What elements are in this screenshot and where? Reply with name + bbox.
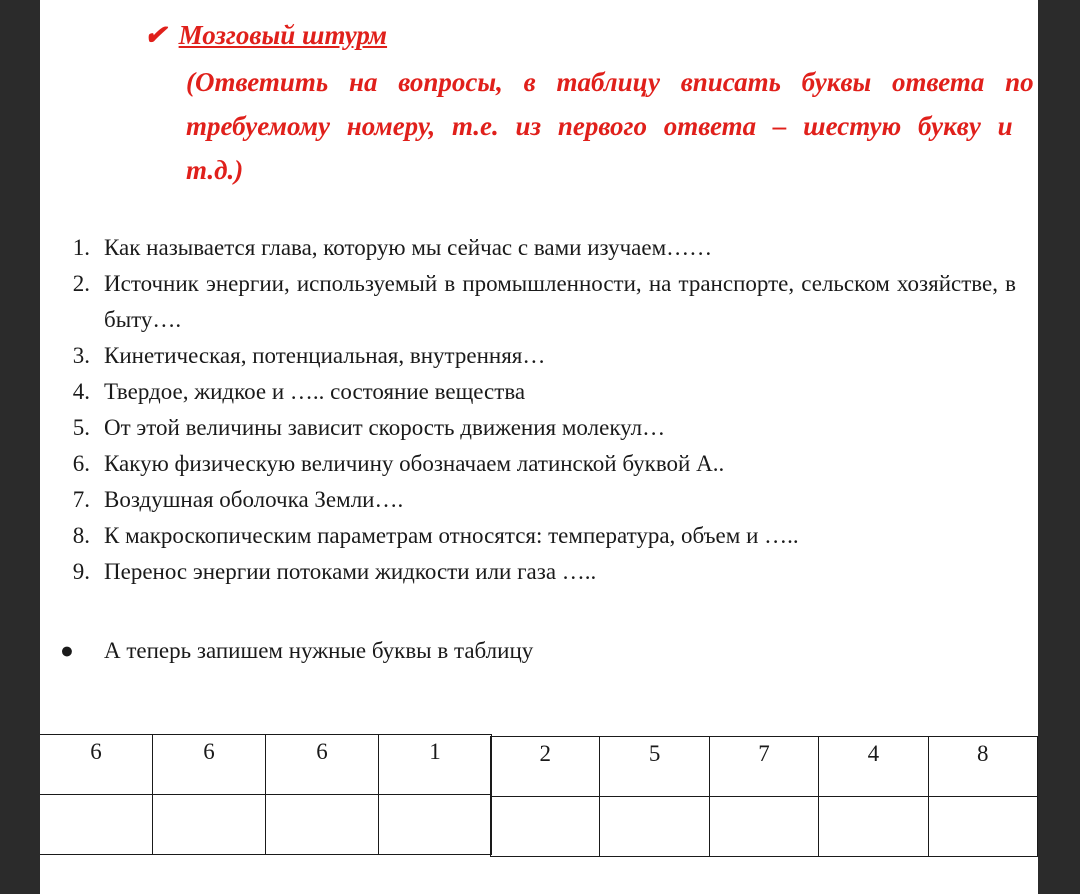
table-row [40,735,492,795]
table-cell: 7 [709,737,818,797]
question-number: 9. [72,559,90,584]
question-item [58,410,1016,446]
table-cell: 6 [153,735,266,795]
question-item [58,230,1016,266]
instruction-line: требуемому номеру, т.е. из первого ответа – шестую букву и [186,111,1013,141]
document-page [40,0,1038,894]
question-text: Кинетическая, потенциальная, внутренняя… [104,343,546,368]
question-text: Какую физическую величину обозначаем латинской буквой А.. [104,451,725,476]
question-item [58,266,1016,338]
table-row [491,737,1038,797]
answer-cell[interactable] [491,797,600,857]
answer-cell[interactable] [928,797,1037,857]
section-heading [144,20,387,51]
table-row [40,795,492,855]
answer-cell[interactable] [379,795,492,855]
bullet-text: А теперь запишем нужные буквы в таблицу [104,638,534,663]
question-text: Перенос энергии потоками жидкости или газа ….. [104,559,597,584]
question-text: К макроскопическим параметрам относятся: температура, объем и ….. [104,523,799,548]
question-item [58,554,1016,590]
table-row [491,797,1038,857]
table-cell: 2 [491,737,600,797]
table-cell: 4 [819,737,928,797]
question-number: 3. [72,343,90,368]
question-item [58,374,1016,410]
answer-cell[interactable] [266,795,379,855]
instruction-line: т.д.) [186,155,244,185]
table-cell: 8 [928,737,1037,797]
table-cell: 6 [40,735,153,795]
question-number: 8. [72,523,90,548]
question-number: 5. [72,415,90,440]
question-text: Как называется глава, которую мы сейчас с вами изучаем…… [104,235,713,260]
question-item [58,446,1016,482]
question-number: 2. [72,271,90,296]
question-list [58,230,1016,590]
answer-cell[interactable] [40,795,153,855]
question-number: 7. [72,487,90,512]
checkmark-icon: ✔ [144,20,167,50]
answer-cell[interactable] [819,797,928,857]
question-number: 4. [72,379,90,404]
bullet-icon: ● [60,638,74,663]
heading-title: Мозговый штурм [178,20,388,50]
answer-cell[interactable] [600,797,709,857]
instruction-text [186,60,1034,192]
question-item [58,482,1016,518]
answer-table-left [40,734,492,855]
question-item [58,518,1016,554]
question-text: Источник энергии, используемый в промышленности, на транспорте, сельском хозяйстве, в быту…. [104,271,1016,332]
table-cell: 1 [379,735,492,795]
question-number: 6. [72,451,90,476]
answer-table-right [490,736,1038,857]
instruction-line: (Ответить на вопросы, в таблицу вписать буквы ответа по [186,67,1034,97]
table-cell: 5 [600,737,709,797]
answer-cell[interactable] [709,797,818,857]
table-cell: 6 [266,735,379,795]
question-number: 1. [72,235,90,260]
answer-cell[interactable] [153,795,266,855]
question-text: Твердое, жидкое и ….. состояние вещества [104,379,526,404]
question-text: Воздушная оболочка Земли…. [104,487,404,512]
question-text: От этой величины зависит скорость движения молекул… [104,415,666,440]
question-item [58,338,1016,374]
